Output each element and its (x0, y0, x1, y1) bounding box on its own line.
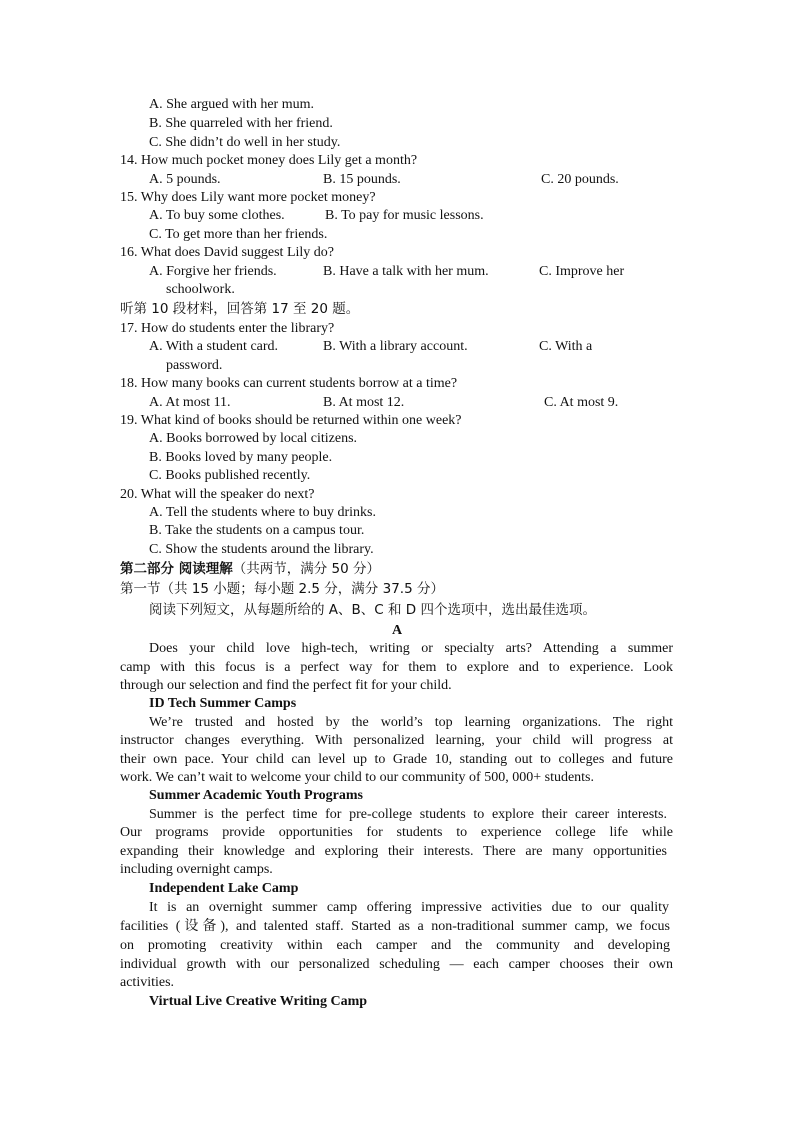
camp-title: Summer Academic Youth Programs (149, 788, 363, 803)
camp-text-line: their own pace. Your child can level up to Grade 10, standing out to colleges and future (120, 752, 673, 767)
camp-text-line: activities. (120, 975, 175, 990)
camp-text-line: instructor changes everything. With personalized learning, your child will progress at (120, 733, 673, 748)
q17-option-c-continued: password. (166, 358, 223, 373)
q14-option-a: A. 5 pounds. (149, 172, 221, 187)
camp-text-line: work. We can’t wait to welcome your child to our community of 500, 000+ students. (120, 770, 595, 785)
camp-text-line: We’re trusted and hosted by the world’s top learning organizations. The right (149, 715, 673, 730)
q19-option-c: C. Books published recently. (149, 468, 311, 483)
camp-text-line: facilities (设备), and talented staff. Started as a non-traditional summer camp, we focus (120, 919, 670, 934)
listening-instruction: 听第 10 段材料，回答第 17 至 20 题。 (120, 301, 360, 317)
intro-line: Does your child love high-tech, writing or specialty arts? Attending a summer (149, 641, 673, 656)
intro-line: through our selection and find the perfect fit for your child. (120, 678, 452, 693)
q14-option-c: C. 20 pounds. (541, 172, 619, 187)
q16-option-b: B. Have a talk with her mum. (323, 264, 489, 279)
camp-title: Independent Lake Camp (149, 881, 299, 896)
q15-option-a: A. To buy some clothes. (149, 208, 285, 223)
camp-text-line: It is an overnight summer camp offering impressive activities due to our quality (149, 900, 669, 915)
q17-option-b: B. With a library account. (323, 339, 468, 354)
q15-question: 15. Why does Lily want more pocket money? (120, 190, 376, 205)
q17-option-c: C. With a (539, 339, 593, 354)
part2-heading (120, 560, 380, 578)
q18-option-a: A. At most 11. (149, 395, 231, 410)
section1-heading: 第一节（共 15 小题；每小题 2.5 分，满分 37.5 分） (120, 581, 444, 597)
camp-text-line: including overnight camps. (120, 862, 273, 877)
q13-option-b: B. She quarreled with her friend. (149, 116, 333, 131)
q18-question: 18. How many books can current students borrow at a time? (120, 376, 458, 391)
reading-instruction: 阅读下列短文，从每题所给的 A、B、C 和 D 四个选项中，选出最佳选项。 (149, 602, 596, 618)
camp-title: ID Tech Summer Camps (149, 696, 297, 711)
camp-text-line: expanding their knowledge and exploring their interests. There are many opportunities (120, 844, 667, 859)
q20-option-c: C. Show the students around the library. (149, 542, 374, 557)
camp-text-line: individual growth with our personalized scheduling — each camper chooses their own (120, 957, 673, 972)
part2-heading-rest: （共两节，满分 50 分） (232, 561, 380, 577)
q16-option-c: C. Improve her (539, 264, 625, 279)
q20-question: 20. What will the speaker do next? (120, 487, 315, 502)
camp-text-line: on promoting creativity within each camper and the community and developing (120, 938, 670, 953)
q19-question: 19. What kind of books should be returned within one week? (120, 413, 462, 428)
q18-option-c: C. At most 9. (544, 395, 619, 410)
part2-heading-bold: 第二部分 阅读理解 (120, 561, 233, 577)
q15-option-c: C. To get more than her friends. (149, 227, 328, 242)
q16-question: 16. What does David suggest Lily do? (120, 245, 334, 260)
q17-option-a: A. With a student card. (149, 339, 279, 354)
q20-option-a: A. Tell the students where to buy drinks. (149, 505, 377, 520)
q16-option-a: A. Forgive her friends. (149, 264, 277, 279)
intro-line: camp with this focus is a perfect way for them to explore and to experience. Look (120, 660, 673, 675)
q17-question: 17. How do students enter the library? (120, 321, 335, 336)
q13-option-a: A. She argued with her mum. (149, 97, 314, 112)
q14-option-b: B. 15 pounds. (323, 172, 401, 187)
camp-text-line: Summer is the perfect time for pre-college students to explore their career interests. (149, 807, 667, 822)
q16-option-c-continued: schoolwork. (166, 282, 235, 297)
camp-title: Virtual Live Creative Writing Camp (149, 994, 368, 1009)
camp-text-line: Our programs provide opportunities for students to experience college life while (120, 825, 673, 840)
q19-option-b: B. Books loved by many people. (149, 450, 333, 465)
q15-option-b: B. To pay for music lessons. (325, 208, 484, 223)
q20-option-b: B. Take the students on a campus tour. (149, 523, 365, 538)
q13-option-c: C. She didn’t do well in her study. (149, 135, 341, 150)
q19-option-a: A. Books borrowed by local citizens. (149, 431, 358, 446)
q18-option-b: B. At most 12. (323, 395, 405, 410)
q14-question: 14. How much pocket money does Lily get a month? (120, 153, 418, 168)
passage-label: A (391, 623, 403, 638)
